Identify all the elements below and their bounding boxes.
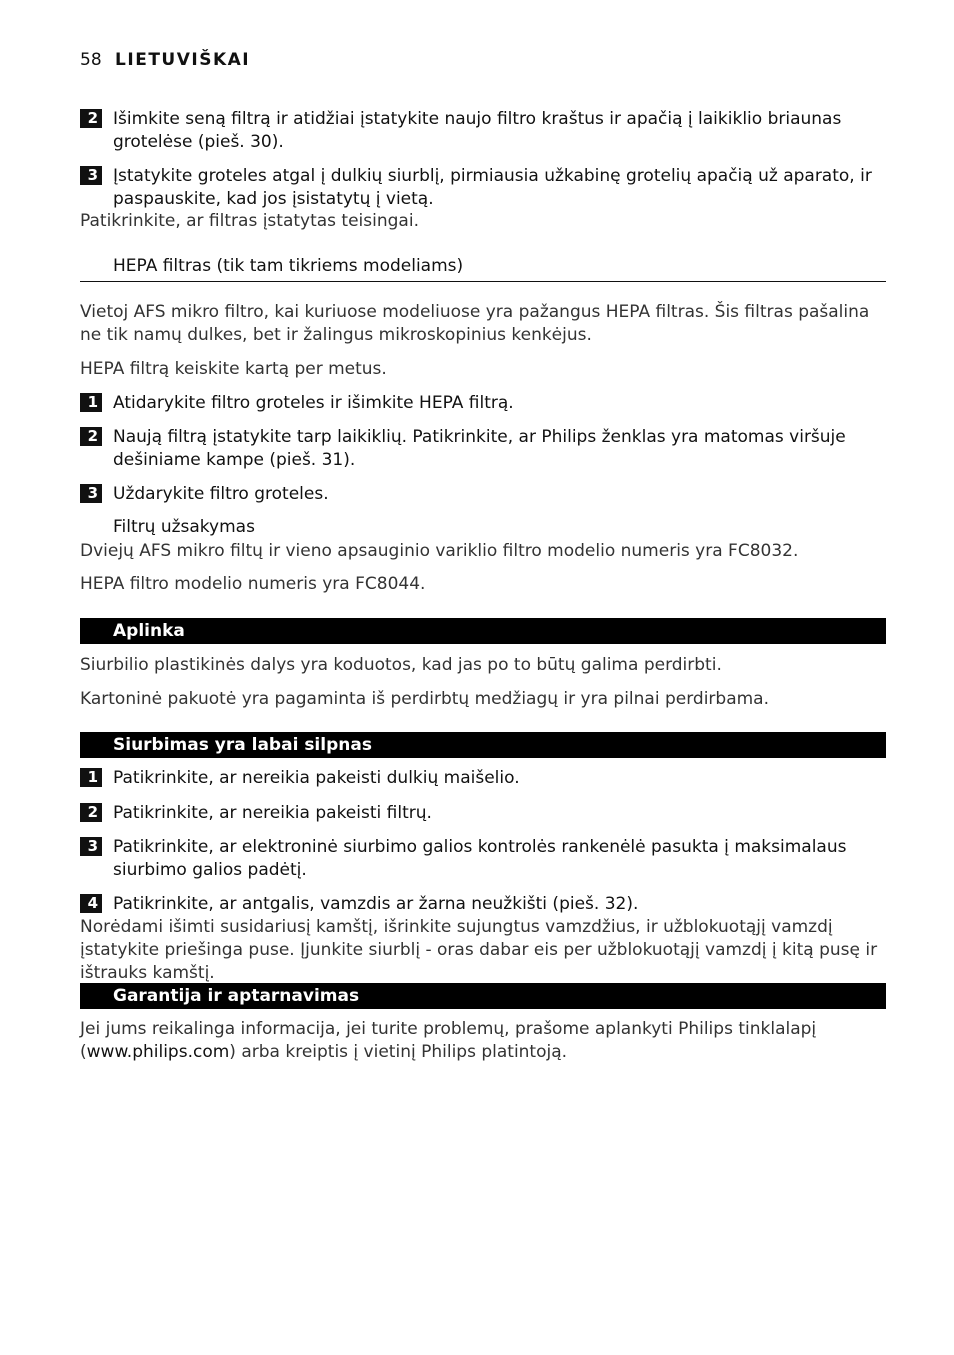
step-number-badge: 1: [80, 393, 102, 412]
hepa-interval: HEPA filtrą keiskite kartą per metus.: [80, 359, 387, 379]
step-number-badge: 4: [80, 894, 102, 913]
step-number-badge: 2: [80, 109, 102, 128]
warranty-heading-bar: Garantija ir aptarnavimas: [80, 983, 886, 1009]
step-text: Uždarykite filtro groteles.: [113, 484, 329, 504]
ordering-hepa: HEPA filtro modelio numeris yra FC8044.: [80, 574, 426, 594]
environment-text-2: Kartoninė pakuotė yra pagaminta iš perdirbtų medžiagų ir yra pilnai perdirbama.: [80, 689, 770, 709]
step-item: [80, 426, 886, 472]
step-text: Patikrinkite, ar nereikia pakeisti filtrų.: [113, 803, 432, 823]
hepa-intro: Vietoj AFS mikro filtro, kai kuriuose modeliuose yra pažangus HEPA filtras. Šis filtras pašalina ne tik namų dulkes, bet ir žalingus mikroskopinius kenkėjus.: [80, 302, 870, 345]
section-divider: [80, 281, 886, 282]
step-item: [80, 836, 886, 882]
warranty-text-after: ) arba kreiptis į vietinį Philips platintoją.: [229, 1042, 568, 1062]
step-item: [80, 483, 886, 506]
step-item: [80, 108, 886, 154]
philips-website-link[interactable]: www.philips.com: [86, 1042, 230, 1062]
step-text: Patikrinkite, ar antgalis, vamzdis ar žarna neužkišti (pieš. 32).: [113, 894, 639, 914]
page-number: 58: [80, 50, 102, 70]
warranty-text: [80, 1018, 886, 1064]
step-text: Išimkite seną filtrą ir atidžiai įstatykite naujo filtro kraštus ir apačią į laikiklio briaunas grotelėse (pieš. 30).: [113, 109, 842, 152]
language-title: LIETUVIŠKAI: [115, 50, 251, 70]
step-text: Atidarykite filtro groteles ir išimkite HEPA filtrą.: [113, 393, 514, 413]
step-number-badge: 3: [80, 166, 102, 185]
ordering-title: Filtrų užsakymas: [113, 517, 255, 537]
ordering-afs: Dviejų AFS mikro filtų ir vieno apsauginio variklio filtro modelio numeris yra FC8032.: [80, 541, 799, 561]
step-item: [80, 767, 886, 790]
step-number-badge: 3: [80, 837, 102, 856]
hepa-section-title: HEPA filtras (tik tam tikriems modeliams): [113, 256, 464, 276]
environment-text-1: Siurbilio plastikinės dalys yra koduotos, kad jas po to būtų galima perdirbti.: [80, 655, 722, 675]
warranty-text-before: Jei jums reikalinga informacija, jei turite problemų, prašome aplankyti Philips tinklalapį (: [80, 1019, 817, 1062]
step-text: Patikrinkite, ar nereikia pakeisti dulkių maišelio.: [113, 768, 520, 788]
environment-heading-bar: Aplinka: [80, 618, 886, 644]
weak-suction-heading-bar: Siurbimas yra labai silpnas: [80, 732, 886, 758]
step-number-badge: 1: [80, 768, 102, 787]
step-number-badge: 2: [80, 803, 102, 822]
step-number-badge: 3: [80, 484, 102, 503]
step-number-badge: 2: [80, 427, 102, 446]
step-text: Patikrinkite, ar elektroninė siurbimo galios kontrolės rankenėlė pasukta į maksimalaus siurbimo galios padėtį.: [113, 837, 847, 880]
step-item: [80, 165, 886, 211]
step-text: Naują filtrą įstatykite tarp laikiklių. Patikrinkite, ar Philips ženklas yra matomas viršuje dešiniame kampe (pieš. 31).: [113, 427, 846, 470]
step-text: Įstatykite groteles atgal į dulkių siurblį, pirmiausia užkabinę grotelių apačią už aparato, ir paspauskite, kad jos įsistatytų į vietą.: [113, 166, 872, 209]
step-item: [80, 893, 886, 916]
blockage-instructions: Norėdami išimti susidariusį kamštį, išrinkite sujungtus vamzdžius, ir užblokuotąjį vamzdį įstatykite priešinga puse. Įjunkite siurblį - oras dabar eis per užblokuotąjį vamzdį į kitą pusę ir ištrauks kamštį.: [80, 917, 878, 983]
page-header: [80, 50, 250, 70]
step-item: [80, 392, 886, 415]
step-item: [80, 802, 886, 825]
check-filter-note: Patikrinkite, ar filtras įstatytas teisingai.: [80, 211, 419, 231]
